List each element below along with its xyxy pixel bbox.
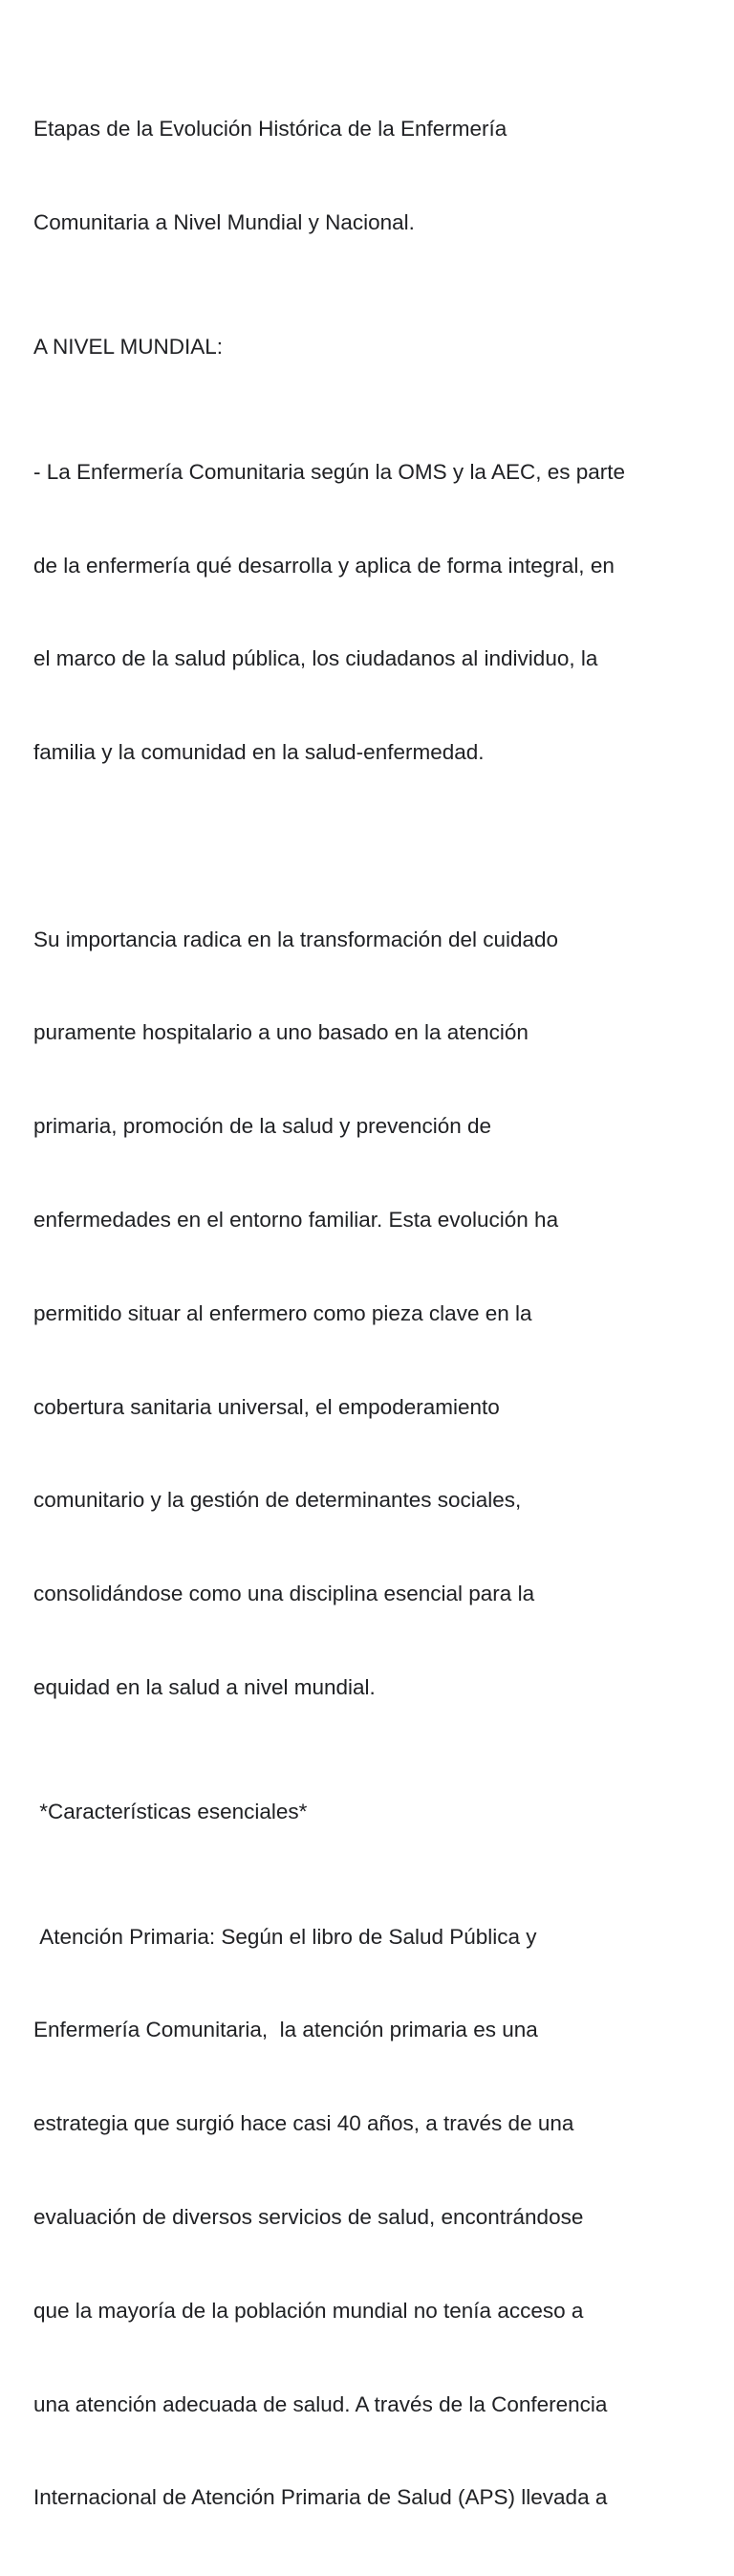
text-line: consolidándose como una disciplina esencial para la (33, 1582, 535, 1606)
blank-line (33, 1828, 705, 1860)
text-line: puramente hospitalario a uno basado en la atención (33, 1020, 529, 1045)
text-line: una atención adecuada de salud. A través de la Conferencia (33, 2391, 608, 2416)
paragraph-importance (33, 862, 705, 1765)
blank-line (33, 301, 705, 333)
text-line: - La Enfermería Comunitaria según la OMS y la AEC, es parte (33, 459, 626, 484)
text-line: Enfermería Comunitaria, la atención primaria es una (33, 2018, 538, 2042)
text-line: Su importancia radica en la transformación del cuidado (33, 927, 559, 951)
text-line: que la mayoría de la población mundial no tenía acceso a (33, 2298, 584, 2323)
text-line: permitido situar al enfermero como pieza clave en la (33, 1300, 532, 1325)
text-line: de la enfermería qué desarrolla y aplica de forma integral, en (33, 553, 615, 578)
section-heading: A NIVEL MUNDIAL: (33, 335, 223, 360)
title-line: Comunitaria a Nivel Mundial y Nacional. (33, 209, 415, 234)
subheading: *Características esenciales* (33, 1800, 308, 1824)
text-line: Internacional de Atención Primaria de Salud (APS) llevada a (33, 2485, 608, 2510)
text-line: enfermedades en el entorno familiar. Esta evolución ha (33, 1207, 559, 1232)
blank-line (33, 1766, 705, 1798)
blank-line (33, 831, 705, 862)
text-line: equidad en la salud a nivel mundial. (33, 1674, 376, 1699)
text-line: Atención Primaria: Según el libro de Salud Pública y (33, 1924, 537, 1949)
text-line: primaria, promoción de la salud y prevención de (33, 1114, 492, 1139)
text-line: el marco de la salud pública, los ciudadanos al individuo, la (33, 646, 598, 671)
text-line: cobertura sanitaria universal, el empoderamiento (33, 1394, 500, 1419)
paragraph-primary-care (33, 1859, 705, 2576)
document-title (33, 52, 705, 301)
text-line: comunitario y la gestión de determinantes sociales, (33, 1488, 522, 1513)
title-line: Etapas de la Evolución Histórica de la Enfermería (33, 117, 507, 142)
text-line: evaluación de diversos servicios de salud, encontrándose (33, 2204, 584, 2229)
text-line: estrategia que surgió hace casi 40 años, a través de una (33, 2111, 574, 2136)
blank-line (33, 363, 705, 395)
text-line: familia y la comunidad en la salud-enfermedad. (33, 740, 485, 765)
paragraph-definition (33, 395, 705, 831)
